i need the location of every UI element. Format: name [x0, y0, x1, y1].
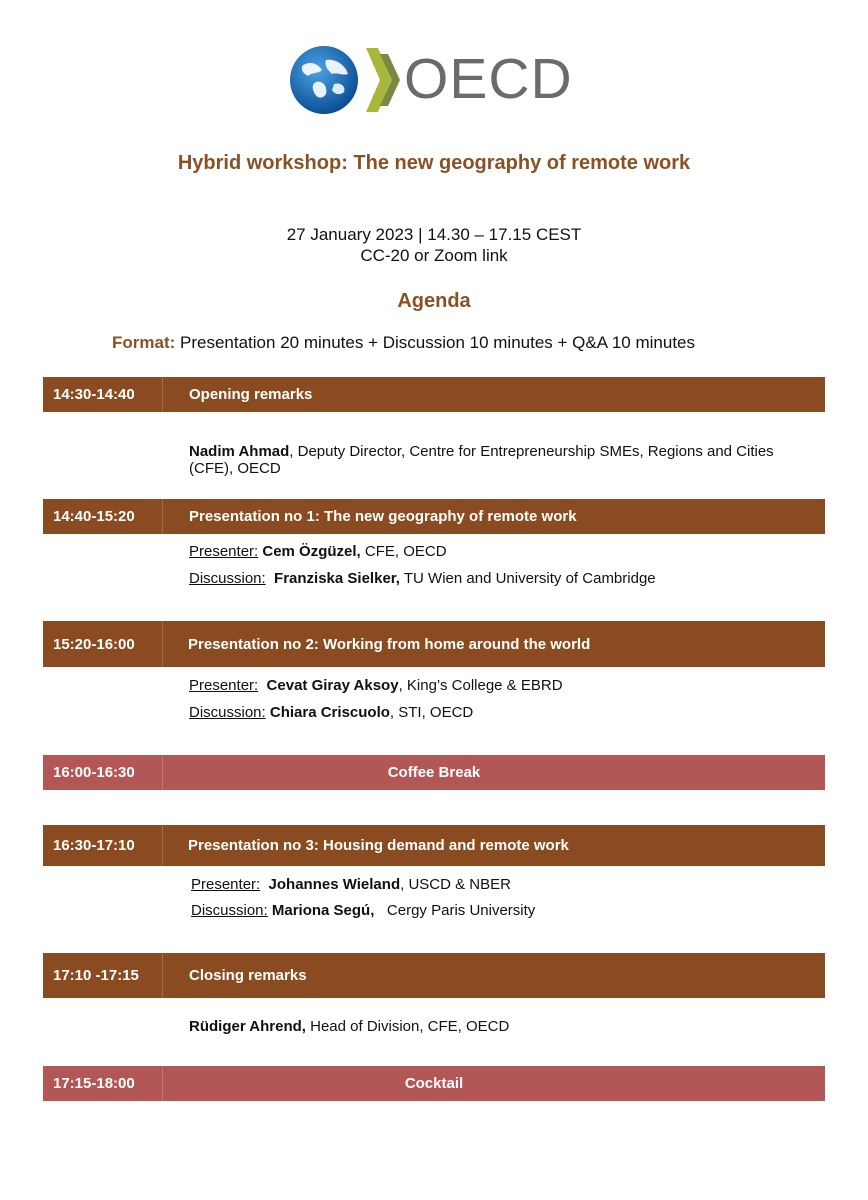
presenter-label: Presenter:	[191, 876, 261, 893]
presenter-line	[191, 876, 511, 893]
session-title: Closing remarks	[189, 967, 307, 984]
format-text: Presentation 20 minutes + Discussion 10 minutes + Q&A 10 minutes	[180, 333, 696, 352]
discussion-line	[189, 570, 656, 587]
discussant-name: Mariona Segú,	[271, 902, 375, 919]
discussant-affiliation: , STI, OECD	[389, 704, 474, 721]
presenter-label: Presenter:	[189, 677, 259, 694]
discussant-affiliation: Cergy Paris University	[386, 902, 536, 919]
discussion-label: Discussion:	[189, 704, 266, 721]
speaker-detail: Head of Division, CFE, OECD	[310, 1018, 510, 1035]
oecd-logo	[288, 40, 588, 120]
format-line	[112, 333, 695, 353]
presenter-label: Presenter:	[189, 543, 259, 560]
session-time: 17:10 -17:15	[53, 967, 139, 984]
presenter-affiliation: , USCD & NBER	[400, 876, 511, 893]
presenter-name: Johannes Wieland	[268, 876, 401, 893]
presenter-name: Cem Özgüzel,	[262, 543, 361, 560]
location-line: CC-20 or Zoom link	[360, 246, 508, 265]
session-title: Opening remarks	[189, 386, 313, 403]
session-title: Presentation no 1: The new geography of remote work	[189, 508, 577, 525]
session-time: 15:20-16:00	[53, 635, 135, 653]
presenter-affiliation: , King’s College & EBRD	[398, 677, 563, 694]
session-title: Coffee Break	[387, 764, 481, 781]
session-title: Presentation no 2: Working from home around the world	[188, 635, 591, 653]
logo-wordmark: OECD	[404, 47, 573, 111]
break-bar	[43, 755, 825, 790]
speaker-detail-line: (CFE), OECD	[189, 460, 281, 477]
session-time: 17:15-18:00	[53, 1075, 135, 1092]
speaker-line	[189, 1018, 509, 1035]
break-bar	[43, 1066, 825, 1101]
globe-icon	[288, 44, 360, 116]
discussion-label: Discussion:	[191, 902, 268, 919]
page-title: Hybrid workshop: The new geography of remote work	[177, 152, 691, 174]
discussant-affiliation: TU Wien and University of Cambridge	[403, 570, 656, 587]
discussant-name: Franziska Sielker,	[274, 570, 400, 587]
presenter-name: Cevat Giray Aksoy	[266, 677, 399, 694]
session-bar	[43, 621, 825, 667]
chevron-icon	[362, 44, 402, 116]
session-title: Presentation no 3: Housing demand and remote work	[188, 837, 569, 854]
presenter-line	[189, 677, 563, 694]
session-bar	[43, 953, 825, 998]
speaker-detail: , Deputy Director, Centre for Entrepreneurship SMEs, Regions and Cities	[289, 443, 774, 460]
session-title: Cocktail	[404, 1075, 464, 1092]
session-bar	[43, 499, 825, 534]
agenda-heading: Agenda	[397, 290, 471, 312]
speaker-line	[189, 443, 774, 460]
format-label: Format:	[112, 333, 176, 352]
discussion-label: Discussion:	[189, 570, 266, 587]
date-line: 27 January 2023 | 14.30 – 17.15 CEST	[286, 225, 582, 244]
speaker-name: Nadim Ahmad	[189, 443, 290, 460]
presenter-affiliation: CFE, OECD	[364, 543, 447, 560]
session-time: 16:00-16:30	[53, 764, 135, 781]
session-bar	[43, 377, 825, 412]
session-bar	[43, 825, 825, 866]
session-time: 16:30-17:10	[53, 837, 135, 854]
presenter-line	[189, 543, 447, 560]
session-time: 14:30-14:40	[53, 386, 135, 403]
speaker-name: Rüdiger Ahrend,	[189, 1018, 306, 1035]
discussion-line	[191, 902, 535, 919]
discussant-name: Chiara Criscuolo	[269, 704, 390, 721]
discussion-line	[189, 704, 473, 721]
session-time: 14:40-15:20	[53, 508, 135, 525]
